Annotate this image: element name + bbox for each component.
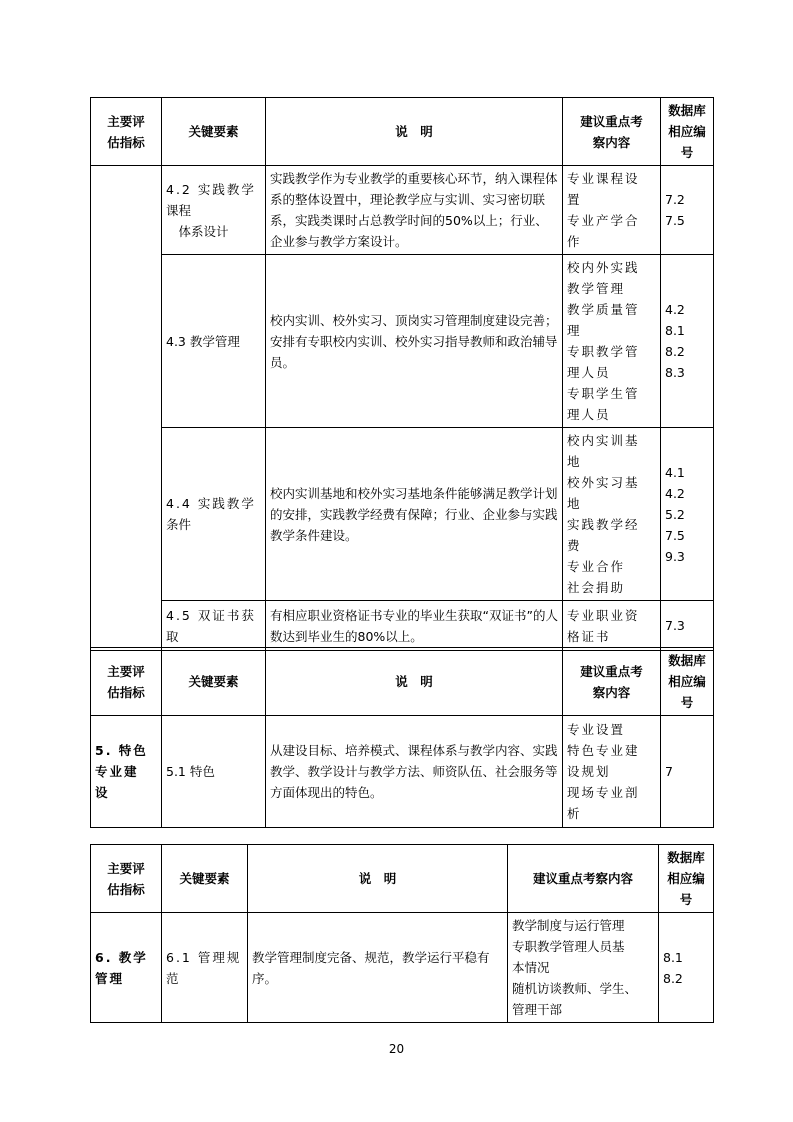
table-row (91, 255, 714, 428)
table-row (91, 913, 714, 1023)
table-row (91, 166, 714, 255)
focus-cell: 专业设置 特色专业建 设规划 现场专业剖 析 (563, 716, 661, 828)
focus-cell: 专业课程设 置 专业产学合 作 (563, 166, 661, 255)
element-cell: 4.3 教学管理 (162, 255, 266, 428)
code-cell: 8.1 8.2 (659, 913, 714, 1023)
indicator-cell: 5. 特色 专业建 设 (91, 716, 162, 828)
table-row (91, 716, 714, 828)
table-row (91, 428, 714, 601)
element-cell: 6.1 管理规 范 (162, 913, 248, 1023)
header-focus: 建议重点考 察内容 (563, 98, 661, 166)
indicator-cell: 6. 教学 管理 (91, 913, 162, 1023)
header-description: 说 明 (266, 648, 563, 716)
evaluation-table-1 (90, 97, 714, 651)
evaluation-table-2 (90, 647, 714, 828)
focus-cell: 校内实训基 地 校外实习基 地 实践教学经 费 专业合作 社会捐助 (563, 428, 661, 601)
header-code: 数据库 相应编 号 (659, 845, 714, 913)
description-cell: 校内实训、校外实习、顶岗实习管理制度建设完善；安排有专职校内实训、校外实习指导教师和政治辅导员。 (266, 255, 563, 428)
description-cell: 教学管理制度完备、规范，教学运行平稳有序。 (248, 913, 508, 1023)
focus-cell: 校内外实践 教学管理 教学质量管 理 专职教学管 理人员 专职学生管 理人员 (563, 255, 661, 428)
description-cell: 校内实训基地和校外实习基地条件能够满足教学计划的安排，实践教学经费有保障；行业、企业参与实践教学条件建设。 (266, 428, 563, 601)
code-cell: 7.3 (661, 601, 714, 651)
header-element: 关键要素 (162, 98, 266, 166)
header-indicator: 主要评 估指标 (91, 648, 162, 716)
header-indicator: 主要评 估指标 (91, 845, 162, 913)
header-code: 数据库 相应编 号 (661, 648, 714, 716)
page-number: 20 (388, 1042, 405, 1056)
code-cell: 4.2 8.1 8.2 8.3 (661, 255, 714, 428)
code-cell: 7 (661, 716, 714, 828)
header-code: 数据库 相应编 号 (661, 98, 714, 166)
element-cell: 4.5 双证书获 取 (162, 601, 266, 651)
header-indicator: 主要评 估指标 (91, 98, 162, 166)
header-element: 关键要素 (162, 648, 266, 716)
header-focus: 建议重点考察内容 (508, 845, 659, 913)
code-cell: 7.2 7.5 (661, 166, 714, 255)
table-header-row (91, 648, 714, 716)
header-focus: 建议重点考 察内容 (563, 648, 661, 716)
focus-cell: 专业职业资 格证书 (563, 601, 661, 651)
table-row (91, 601, 714, 651)
code-cell: 4.1 4.2 5.2 7.5 9.3 (661, 428, 714, 601)
header-element: 关键要素 (162, 845, 248, 913)
header-description: 说 明 (266, 98, 563, 166)
table-header-row (91, 845, 714, 913)
description-cell: 从建设目标、培养模式、课程体系与教学内容、实践教学、教学设计与教学方法、师资队伍、社会服务等方面体现出的特色。 (266, 716, 563, 828)
table-header-row (91, 98, 714, 166)
element-cell: 4.4 实践教学 条件 (162, 428, 266, 601)
focus-cell: 教学制度与运行管理 专职教学管理人员基 本情况 随机访谈教师、学生、 管理干部 (508, 913, 659, 1023)
header-description: 说 明 (248, 845, 508, 913)
evaluation-table-3 (90, 844, 714, 1023)
indicator-cell (91, 166, 162, 651)
description-cell: 实践教学作为专业教学的重要核心环节，纳入课程体系的整体设置中，理论教学应与实训、实习密切联系，实践类课时占总教学时间的50%以上；行业、企业参与教学方案设计。 (266, 166, 563, 255)
description-cell: 有相应职业资格证书专业的毕业生获取“双证书”的人数达到毕业生的80%以上。 (266, 601, 563, 651)
element-cell: 4.2 实践教学 课程 体系设计 (162, 166, 266, 255)
element-cell: 5.1 特色 (162, 716, 266, 828)
